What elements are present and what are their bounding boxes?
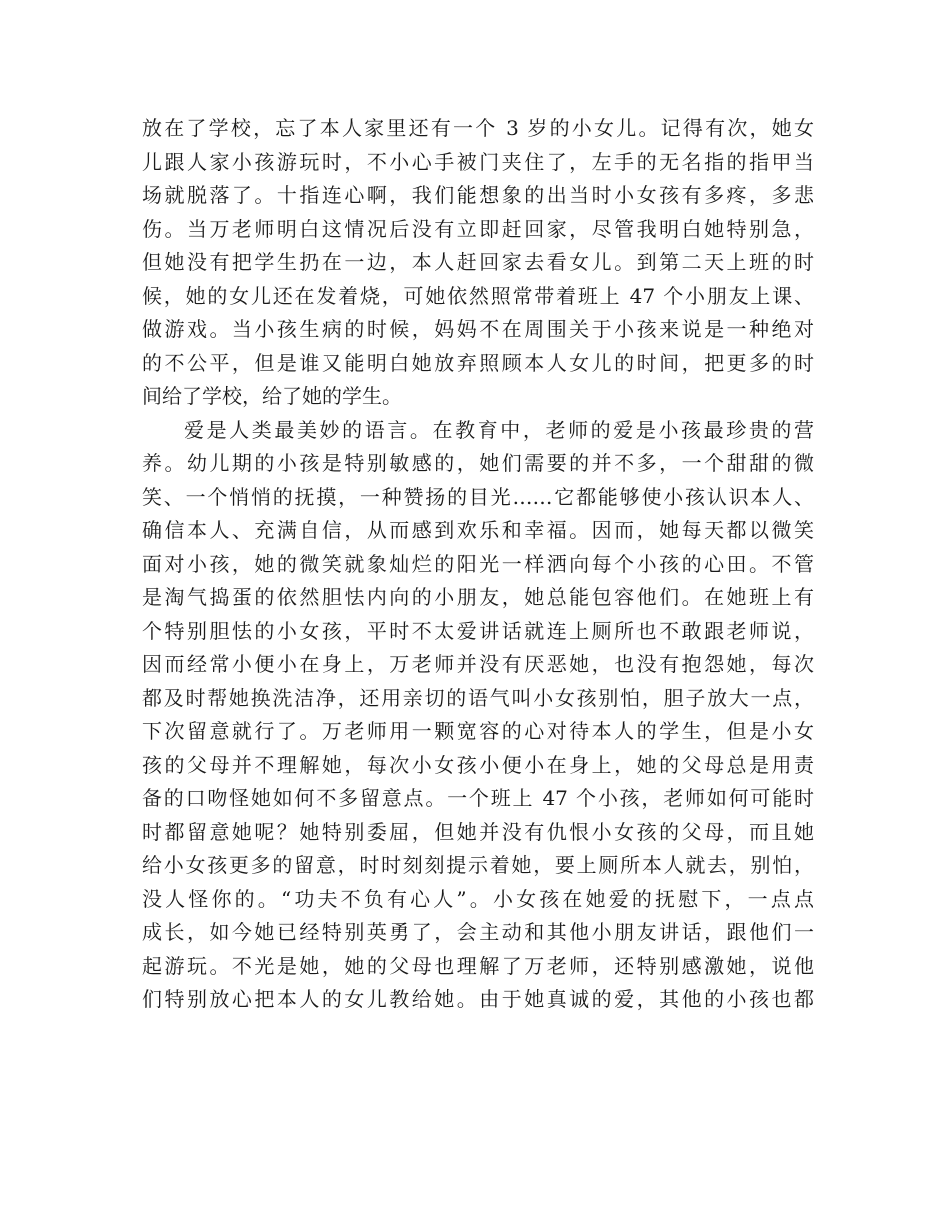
text-line: 是淘气捣蛋的依然胆怯内向的小朋友，她总能包容他们。在她班上有 bbox=[142, 585, 814, 609]
text-line: 成长，如今她已经特别英勇了，会主动和其他小朋友讲话，跟他们一 bbox=[142, 920, 814, 944]
text-line: 候，她的女儿还在发着烧，可她依然照常带着班上 47 个小朋友上课、 bbox=[142, 283, 814, 308]
text-line: 爱是人类最美妙的语言。在教育中，老师的爱是小孩最珍贵的营 bbox=[184, 417, 814, 442]
text-line: 场就脱落了。十指连心啊，我们能想象的出当时小女孩有多疼，多悲 bbox=[142, 183, 814, 207]
paragraph-1 bbox=[142, 112, 814, 414]
text-line: 因而经常小便小在身上，万老师并没有厌恶她，也没有抱怨她，每次 bbox=[142, 652, 814, 676]
text-line: 间给了学校，给了她的学生。 bbox=[142, 384, 402, 408]
paragraph-2 bbox=[142, 414, 814, 1017]
text-line: 都及时帮她换洗洁净，还用亲切的语气叫小女孩别怕，胆子放大一点， bbox=[142, 685, 814, 710]
text-line: 的不公平，但是谁又能明白她放弃照顾本人女儿的时间，把更多的时 bbox=[142, 350, 814, 375]
text-line: 养。幼儿期的小孩是特别敏感的，她们需要的并不多，一个甜甜的微 bbox=[142, 451, 814, 475]
text-line: 们特别放心把本人的女儿教给她。由于她真诚的爱，其他的小孩也都 bbox=[142, 987, 814, 1011]
text-line: 确信本人、充满自信，从而感到欢乐和幸福。因而，她每天都以微笑 bbox=[142, 518, 814, 542]
text-line: 但她没有把学生扔在一边，本人赶回家去看女儿。到第二天上班的时 bbox=[142, 250, 814, 274]
text-line: 孩的父母并不理解她，每次小女孩小便小在身上，她的父母总是用责 bbox=[142, 752, 814, 777]
text-line: 面对小孩，她的微笑就象灿烂的阳光一样洒向每个小孩的心田。不管 bbox=[142, 551, 814, 576]
text-line: 伤。当万老师明白这情况后没有立即赶回家，尽管我明白她特别急， bbox=[142, 216, 814, 241]
text-line: 备的口吻怪她如何不多留意点。一个班上 47 个小孩，老师如何可能时 bbox=[142, 786, 814, 810]
body-text bbox=[142, 112, 814, 1017]
text-line: 没人怪你的。“功夫不负有心人”。小女孩在她爱的抚慰下，一点点 bbox=[142, 886, 814, 911]
text-line: 下次留意就行了。万老师用一颗宽容的心对待本人的学生，但是小女 bbox=[142, 719, 814, 743]
text-line: 给小女孩更多的留意，时时刻刻提示着她，要上厕所本人就去，别怕， bbox=[142, 853, 814, 877]
text-line: 个特别胆怯的小女孩，平时不太爱讲话就连上厕所也不敢跟老师说， bbox=[142, 618, 814, 643]
text-line: 笑、一个悄悄的抚摸，一种赞扬的目光……它都能够使小孩认识本人、 bbox=[142, 484, 814, 509]
text-line: 时都留意她呢？她特别委屈，但她并没有仇恨小女孩的父母，而且她 bbox=[142, 819, 814, 844]
text-line: 儿跟人家小孩游玩时，不小心手被门夹住了，左手的无名指的指甲当 bbox=[142, 149, 814, 174]
text-line: 起游玩。不光是她，她的父母也理解了万老师，还特别感激她，说他 bbox=[142, 953, 814, 978]
text-line: 做游戏。当小孩生病的时候，妈妈不在周围关于小孩来说是一种绝对 bbox=[142, 317, 814, 341]
text-line: 放在了学校，忘了本人家里还有一个 3 岁的小女儿。记得有次，她女 bbox=[142, 116, 814, 140]
